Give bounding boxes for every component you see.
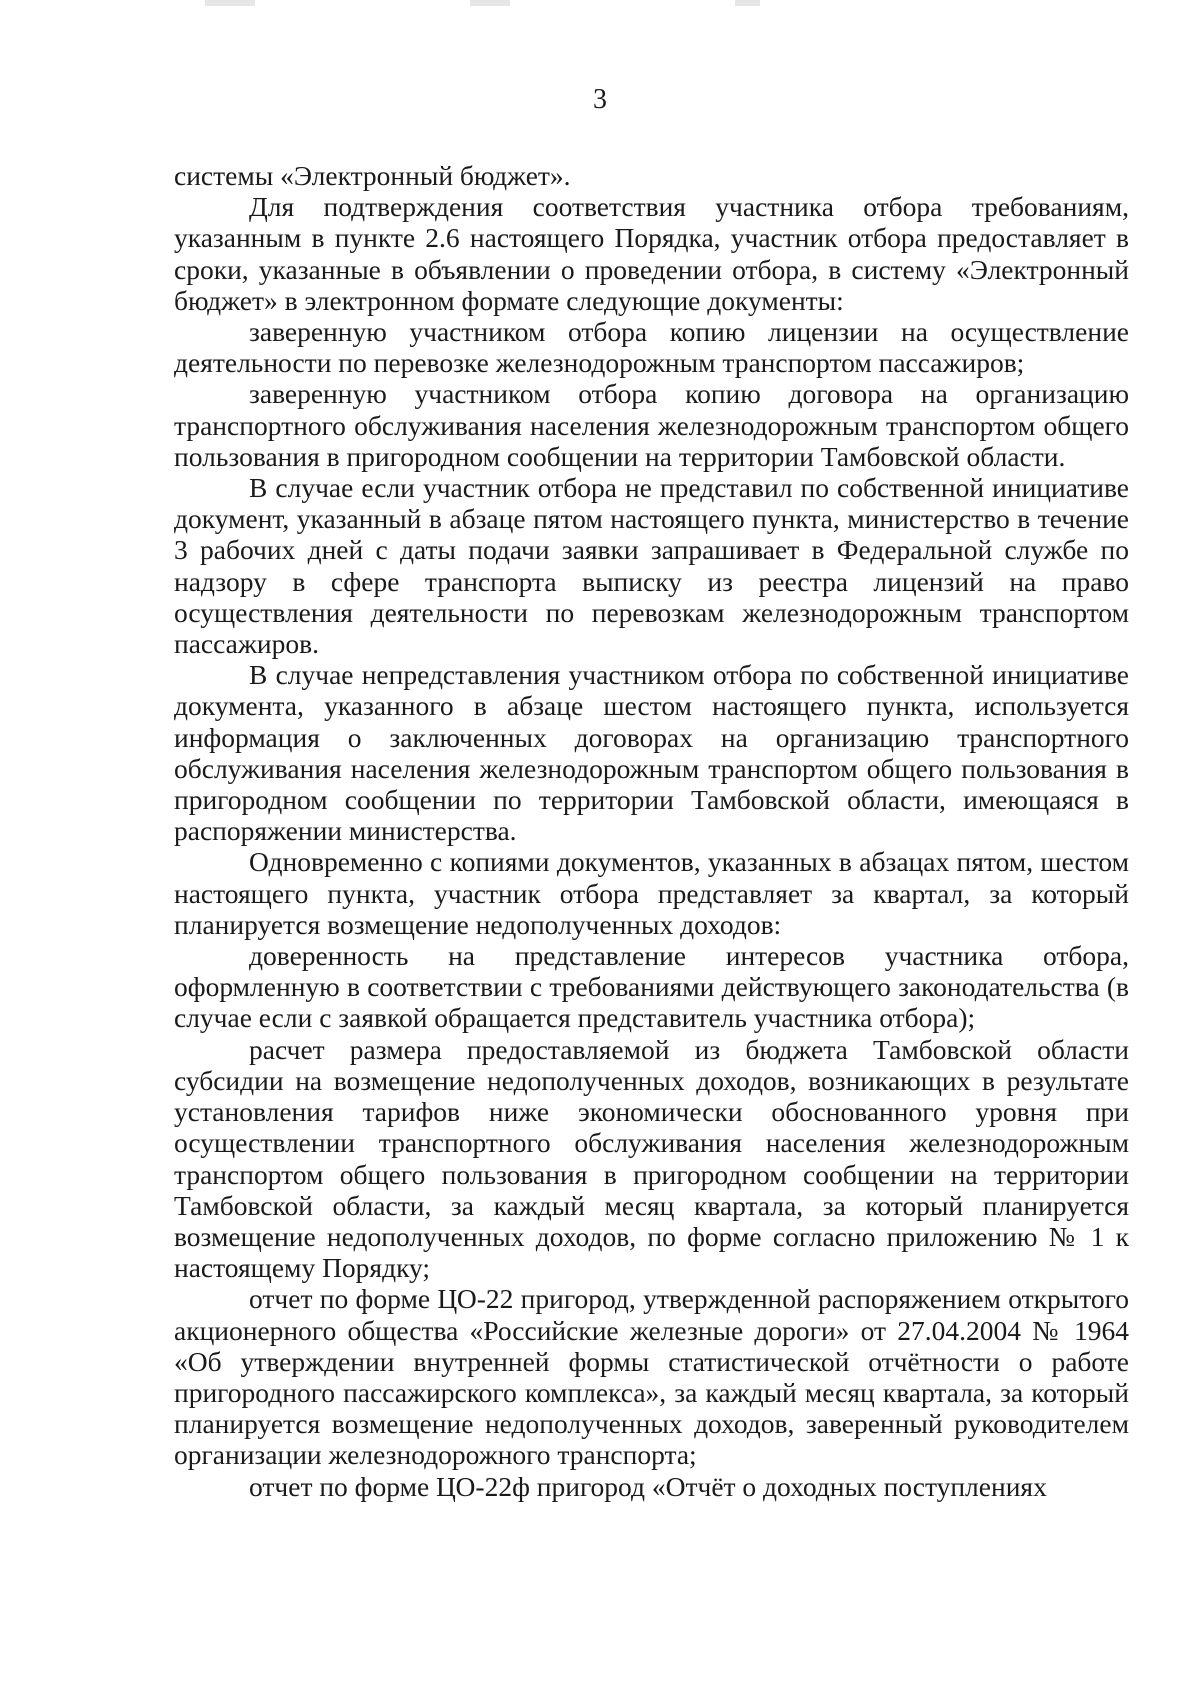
paragraph: системы «Электронный бюджет». [174, 160, 571, 191]
scan-artifact [470, 0, 510, 6]
paragraph: заверенную участником отбора копию договора на организацию транспортного обслуживания населения железнодорожным транспортом общего пользования в пригородном сообщении на территории Тамбовской области. [174, 378, 1129, 472]
page-number: 3 [593, 84, 607, 115]
scan-artifact [205, 0, 255, 6]
paragraph: Одновременно с копиями документов, указанных в абзацах пятом, шестом настоящего пункта, участник отбора представляет за квартал, за который планируется возмещение недополученных доходов: [174, 846, 1129, 940]
paragraph: В случае непредставления участником отбора по собственной инициативе документа, указанного в абзаце шестом настоящего пункта, используется информация о заключенных договорах на организацию транспортного обслуживания населения железнодорожным транспортом общего пользования в пригородном сообщении по территории Тамбовской области, имеющаяся в распоряжении министерства. [174, 659, 1129, 847]
paragraph: Для подтверждения соответствия участника отбора требованиям, указанным в пункте 2.6 настоящего Порядка, участник отбора предоставляет в сроки, указанные в объявлении о проведении отбора, в систему «Электронный бюджет» в электронном формате следующие документы: [174, 191, 1129, 316]
paragraph: доверенность на представление интересов участника отбора, оформленную в соответствии с требованиями действующего законодательства (в случае если с заявкой обращается представитель участника отбора); [174, 940, 1129, 1034]
paragraph: заверенную участником отбора копию лицензии на осуществление деятельности по перевозке железнодорожным транспортом пассажиров; [174, 316, 1129, 379]
paragraph: В случае если участник отбора не представил по собственной инициативе документ, указанный в абзаце пятом настоящего пункта, министерство в течение 3 рабочих дней с даты подачи заявки запрашивает в Федеральной службе по надзору в сфере транспорта выписку из реестра лицензий на право осуществления деятельности по перевозкам железнодорожным транспортом пассажиров. [174, 472, 1129, 660]
scan-artifact [735, 0, 760, 6]
paragraph: отчет по форме ЦО-22ф пригород «Отчёт о доходных поступлениях [249, 1470, 1047, 1502]
paragraph: отчет по форме ЦО-22 пригород, утвержденной распоряжением открытого акционерного общества «Российские железные дороги» от 27.04.2004 № 1964 «Об утверждении внутренней формы статистической отчётности о работе пригородного пассажирского комплекса», за каждый месяц квартала, за который планируется возмещение недополученных доходов, заверенный руководителем организации железнодорожного транспорта; [174, 1283, 1129, 1471]
paragraph: расчет размера предоставляемой из бюджета Тамбовской области субсидии на возмещение недополученных доходов, возникающих в результате установления тарифов ниже экономически обоснованного уровня при осуществлении транспортного обслуживания населения железнодорожным транспортом общего пользования в пригородном сообщении на территории Тамбовской области, за каждый месяц квартала, за который планируется возмещение недополученных доходов, по форме согласно приложению № 1 к настоящему Порядку; [174, 1033, 1129, 1284]
document-body [174, 160, 1129, 1502]
